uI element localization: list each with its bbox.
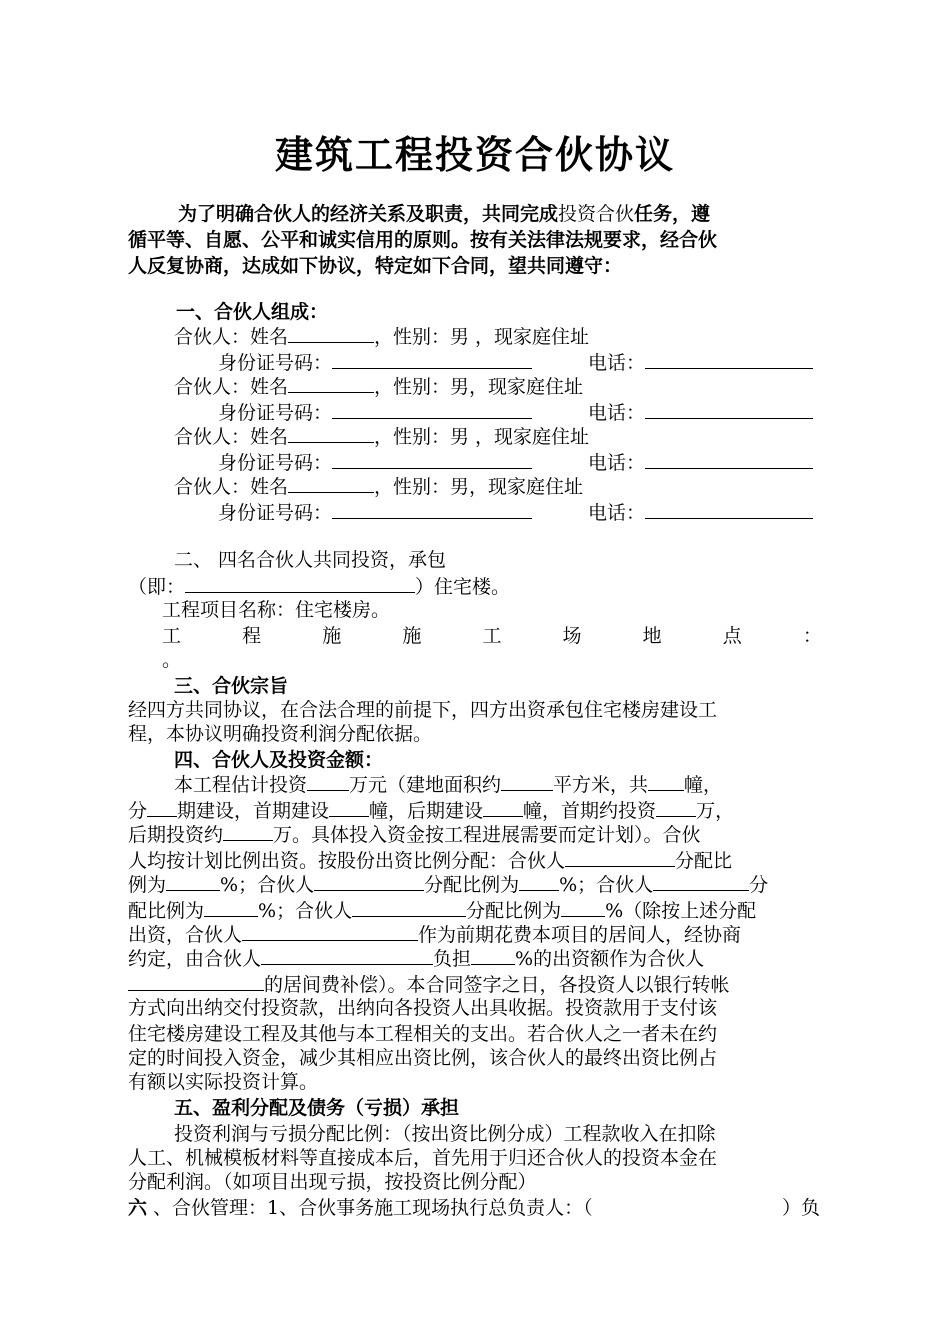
partner-3-id-blank bbox=[332, 450, 532, 469]
partner-2-id-row: 身份证号码： bbox=[218, 400, 532, 425]
section-4-line-5: 例为 %；合伙人 分配比例为 %；合伙人 分 bbox=[128, 874, 769, 896]
partner-3-tel-blank bbox=[645, 450, 813, 469]
section-4-line-8: 约定，由合伙人 负担 %的出资额作为合伙人 bbox=[128, 948, 705, 970]
partner-1-tel-row: 电话： bbox=[588, 350, 813, 375]
partner-3-id-row: 身份证号码： bbox=[218, 450, 532, 475]
partner-4-tel-row: 电话： bbox=[588, 500, 813, 525]
section-6-line-1-end: ）负 bbox=[782, 1197, 821, 1219]
partner-4-name-blank bbox=[288, 474, 374, 493]
section-4-line-2: 分 期建设，首期建设 幢，后期建设 幢，首期约投资 万， bbox=[128, 800, 735, 822]
section-4-line-4: 人均按计划比例出资。按股份出资比例分配：合伙人 分配比 bbox=[128, 850, 733, 872]
partner-4-row: 合伙人：姓名 ，性别：男，现家庭住址 bbox=[174, 476, 584, 498]
partner-1-row: 合伙人：姓名 ，性别：男 ，现家庭住址 bbox=[174, 326, 590, 348]
section-4-line-1: 本工程估计投资 万元（建地面积约 平方米，共 幢， bbox=[174, 774, 723, 796]
section-5-line-3: 分配利润。（如项目出现亏损，按投资比例分配） bbox=[128, 1171, 537, 1193]
partner-1-name-blank bbox=[288, 324, 374, 343]
section-4-heading: 四、合伙人及投资金额： bbox=[174, 749, 384, 771]
section-3-heading: 三、合伙宗旨 bbox=[174, 675, 289, 697]
partner-3-name-blank bbox=[288, 424, 374, 443]
section-4-line-10: 方式向出纳交付投资款，出纳向各投资人出具收据。投资款用于支付该 bbox=[128, 997, 718, 1019]
section-2-line-2: （即： ）住宅楼。 bbox=[128, 576, 511, 598]
document-title: 建筑工程投资合伙协议 bbox=[274, 132, 675, 177]
project-name-line: 工程项目名称：住宅楼房。 bbox=[162, 599, 391, 621]
section-1-heading: 一、合伙人组成： bbox=[176, 301, 329, 323]
site-location-line: 工 程 施 施 工 场 地 点 ： bbox=[162, 625, 822, 647]
section-5-line-2: 人工、机械模板材料等直接成本后，首先用于归还合伙人的投资本金在 bbox=[128, 1147, 718, 1169]
partner-2-row: 合伙人：姓名 ，性别：男，现家庭住址 bbox=[174, 376, 584, 398]
partner-3-row: 合伙人：姓名 ，性别：男 ，现家庭住址 bbox=[174, 426, 590, 448]
partner-1-id-row: 身份证号码： bbox=[218, 350, 532, 375]
section-4-line-6: 配比例为 %；合伙人 分配比例为 %（除按上述分配 bbox=[128, 900, 757, 922]
section-4-line-9: 的居间费补偿）。本合同签字之日，各投资人以银行转帐 bbox=[128, 972, 730, 997]
section-4-line-12: 定的时间投入资金，减少其相应出资比例，该合伙人的最终出资比例占 bbox=[128, 1047, 718, 1069]
partner-4-tel-blank bbox=[645, 500, 813, 519]
partner-3-tel-row: 电话： bbox=[588, 450, 813, 475]
section-5-heading: 五、盈利分配及债务（亏损）承担 bbox=[174, 1097, 460, 1119]
site-location-end: 。 bbox=[162, 649, 182, 671]
partner-2-tel-blank bbox=[645, 400, 813, 419]
partner-2-name-blank bbox=[288, 374, 374, 393]
partner-1-id-blank bbox=[332, 350, 532, 369]
partner-4-id-blank bbox=[332, 500, 532, 519]
section-4-line-3: 后期投资约 万。具体投入资金按工程进展需要而定计划）。合伙 bbox=[128, 824, 701, 846]
intro-line-2: 循平等、自愿、公平和诚实信用的原则。按有关法律法规要求，经合伙 bbox=[128, 229, 718, 251]
section-5-line-1: 投资利润与亏损分配比例：（按出资比例分成）工程款收入在扣除 bbox=[174, 1123, 716, 1145]
partner-2-id-blank bbox=[332, 400, 532, 419]
intro-line-3: 人反复协商，达成如下协议，特定如下合同，望共同遵守： bbox=[128, 255, 623, 277]
section-4-line-13: 有额以实际投资计算。 bbox=[128, 1071, 319, 1093]
section-3-line-2: 程，本协议明确投资利润分配依据。 bbox=[128, 723, 433, 745]
contract-name-blank bbox=[185, 574, 415, 593]
section-2-heading: 二、 四名合伙人共同投资，承包 bbox=[174, 549, 447, 571]
section-4-line-7: 出资，合伙人 作为前期花费本项目的居间人，经协商 bbox=[128, 924, 742, 946]
partner-2-tel-row: 电话： bbox=[588, 400, 813, 425]
intro-line-1: 为了明确合伙人的经济关系及职责，共同完成投资合伙任务，遵 bbox=[178, 203, 711, 225]
partner-4-id-row: 身份证号码： bbox=[218, 500, 532, 525]
section-3-line-1: 经四方共同协议，在合法合理的前提下，四方出资承包住宅楼房建设工 bbox=[128, 699, 718, 721]
section-4-line-11: 住宅楼房建设工程及其他与本工程相关的支出。若合伙人之一者未在约 bbox=[128, 1023, 718, 1045]
section-6-line-1: 六 、合伙管理：1、合伙事务施工现场执行总负责人：（ bbox=[128, 1197, 593, 1219]
partner-1-tel-blank bbox=[645, 350, 813, 369]
